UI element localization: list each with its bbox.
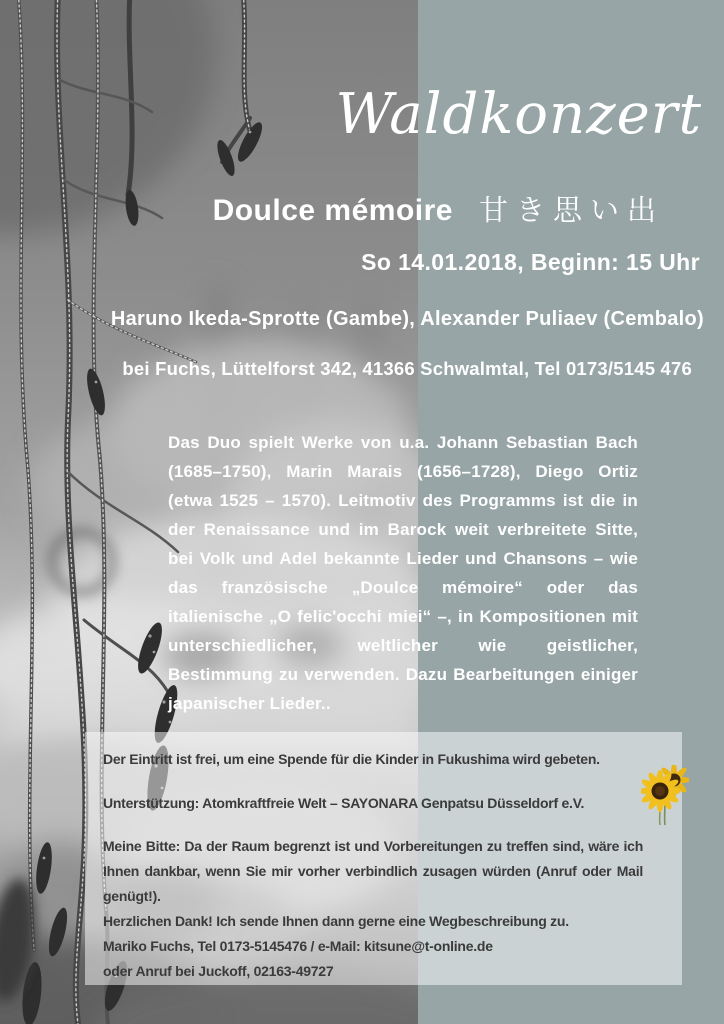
subtitle-japanese: 甘き思い出 [478,193,664,227]
alt-contact-line: oder Anruf bei Juckoff, 02163-49727 [103,963,334,979]
entry-free-line: Der Eintritt ist frei, um eine Spende für die Kinder in Fukushima wird gebeten. [103,751,600,767]
thanks-line: Herzlichen Dank! Ich sende Ihnen dann gerne eine Wegbeschreibung zu. [103,913,569,929]
info-box [85,732,682,985]
poster-title: Waldkonzert [335,82,702,147]
sunflower-icon [641,765,689,827]
program-text: Das Duo spielt Werke von u.a. Johann Sebastian Bach (1685–1750), Marin Marais (1656–1728), Diego Ortiz (etwa 1525 – 1570). Leitmotiv des Programms ist die in der Renaissance und im Barock weit verbreitete Sitte, bei Volk und Adel bekannte Lieder und Chansons – wie das französische „Doulce mémoire“ oder das italienische „O felic'occhi miei“ –, in Kompositionen mit unterschiedlicher, weltlicher wie geistlicher, Bestimmung zu verwenden. Dazu Bearbeitungen einiger japanischer Lieder.. [168,433,638,713]
venue-line: bei Fuchs, Lüttelforst 342, 41366 Schwalmtal, Tel 0173/5145 476 [122,358,692,379]
contact-line: Mariko Fuchs, Tel 0173-5145476 / e-Mail: kitsune@t-online.de [103,938,493,954]
request-text: Meine Bitte: Da der Raum begrenzt ist und Vorbereitungen zu treffen sind, wäre ich Ihnen dankbar, wenn Sie mir vorher verbindlich zusagen würden (Anruf oder Mail genügt!). [103,838,643,904]
support-line: Unterstützung: Atomkraftfreie Welt – SAYONARA Genpatsu Düsseldorf e.V. [103,795,585,811]
date-line: So 14.01.2018, Beginn: 15 Uhr [361,249,700,275]
subtitle-french: Doulce mémoire [212,194,453,227]
poster-subtitle [213,188,664,229]
performers-line: Haruno Ikeda-Sprotte (Gambe), Alexander Puliaev (Cembalo) [110,308,704,330]
